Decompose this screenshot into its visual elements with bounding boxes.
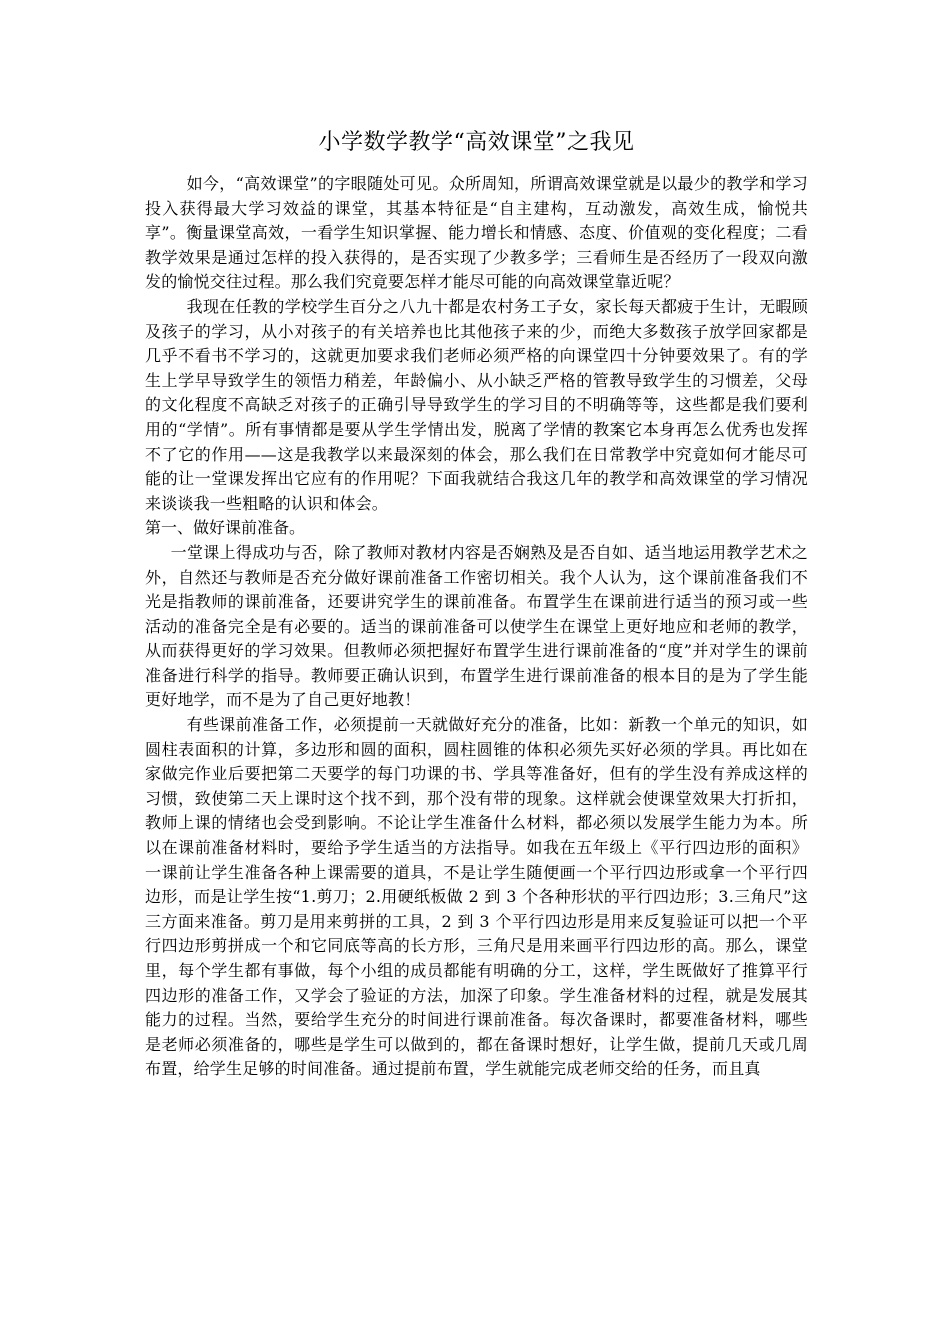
section1-paragraph-1: 一堂课上得成功与否，除了教师对教材内容是否娴熟及是否自如、适当地运用教学艺术之外，自然还与教师是否充分做好课前准备工作密切相关。我个人认为，这个课前准备我们不光是指教师的课前准备，还要讲究学生的课前准备。布置学生在课前进行适当的预习或一些活动的准备完全是有必要的。适当的课前准备可以使学生在课堂上更好地应和老师的教学，从而获得更好的学习效果。但教师必须把握好布置学生进行课前准备的“度”并对学生的课前准备进行科学的指导。教师要正确认识到，布置学生进行课前准备的根本目的是为了学生能更好地学，而不是为了自己更好地教！ [145,542,808,710]
section1-paragraph-2: 有些课前准备工作，必须提前一天就做好充分的准备，比如：新教一个单元的知识，如圆柱表面积的计算，多边形和圆的面积，圆柱圆锥的体积必须先买好必须的学具。再比如在家做完作业后要把第二天要学的每门功课的书、学具等准备好，但有的学生没有养成这样的习惯，致使第二天上课时这个找不到，那个没有带的现象。这样就会使课堂效果大打折扣，教师上课的情绪也会受到影响。不论让学生准备什么材料，都必须以发展学生能力为本。所以在课前准备材料时，要给予学生适当的方法指导。如我在五年级上《平行四边形的面积》一课前让学生准备各种上课需要的道具，不是让学生随便画一个平行四边形或拿一个平行四边形，而是让学生按“1.剪刀；2.用硬纸板做 2 到 3 个各种形状的平行四边形；3.三角尺”这三方面来准备。剪刀是用来剪拼的工具，2 到 3 个平行四边形是用来反复验证可以把一个平行四边形剪拼成一个和它同底等高的长方形，三角尺是用来画平行四边形的高。那么，课堂里，每个学生都有事做，每个小组的成员都能有明确的分工，这样，学生既做好了推算平行四边形的准备工作，又学会了验证的方法，加深了印象。学生准备材料的过程，就是发展其能力的过程。当然，要给学生充分的时间进行课前准备。每次备课时，都要准备材料，哪些是老师必须准备的，哪些是学生可以做到的，都在备课时想好，让学生做，提前几天或几周布置，给学生足够的时间准备。通过提前布置，学生就能完成老师交给的任务，而且真 [145,715,808,1079]
document-page [145,128,808,1082]
section-heading-1: 第一、做好课前准备。 [145,518,306,538]
document-title: 小学数学教学“高效课堂”之我见 [318,130,635,155]
intro-paragraph: 如今，“高效课堂”的字眼随处可见。众所周知，所谓高效课堂就是以最少的教学和学习投入获得最大学习效益的课堂，其基本特征是“自主建构，互动激发，高效生成，愉悦共享”。衡量课堂高效，一看学生知识掌握、能力增长和情感、态度、价值观的变化程度；二看教学效果是通过怎样的投入获得的，是否实现了少教多学；三看师生是否经历了一段双向激发的愉悦交往过程。那么我们究竟要怎样才能尽可能的向高效课堂靠近呢？ [145,174,808,292]
context-paragraph: 我现在任教的学校学生百分之八九十都是农村务工子女，家长每天都疲于生计，无暇顾及孩子的学习，从小对孩子的有关培养也比其他孩子来的少，而绝大多数孩子放学回家都是几乎不看书不学习的，这就更加要求我们老师必须严格的向课堂四十分钟要效果了。有的学生上学早导致学生的领悟力稍差，年龄偏小、从小缺乏严格的管教导致学生的习惯差，父母的文化程度不高缺乏对孩子的正确引导导致学生的学习目的不明确等等，这些都是我们要利用的“学情”。所有事情都是要从学生学情出发，脱离了学情的教案它本身再怎么优秀也发挥不了它的作用——这是我教学以来最深刻的体会，那么我们在日常教学中究竟如何才能尽可能的让一堂课发挥出它应有的作用呢？下面我就结合我这几年的教学和高效课堂的学习情况来谈谈我一些粗略的认识和体会。 [145,296,808,513]
